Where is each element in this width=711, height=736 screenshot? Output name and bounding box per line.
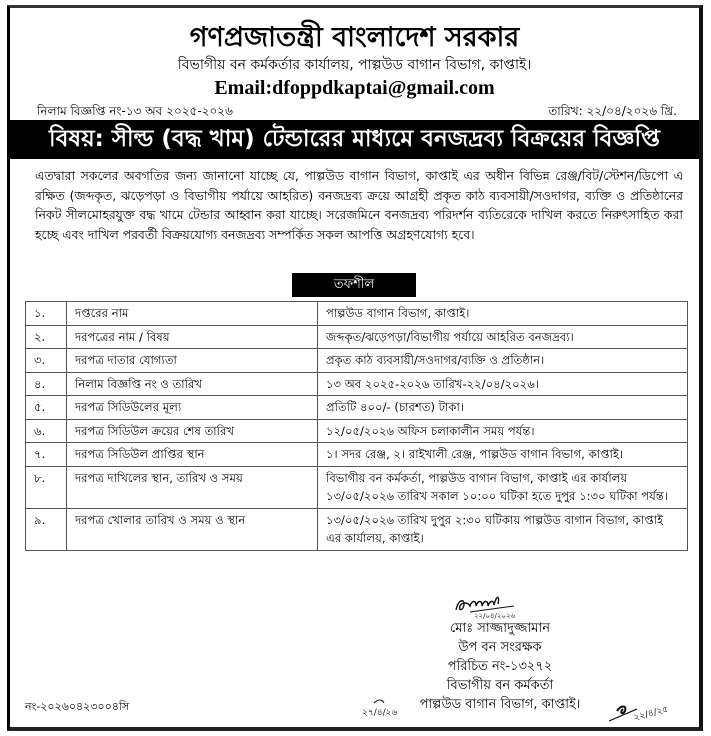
details-row [26,302,688,326]
row-value: ১। সদর রেঞ্জ, ২। রাইখালী রেঞ্জ, পাল্পউড বাগান বিভাগ, কাপ্তাই। [318,443,688,467]
details-table [25,301,688,551]
row-label: নিলাম বিজ্ঞপ্তি নং ও তারিখ [67,372,318,396]
details-heading: তফশীল [292,273,416,297]
initial-left-date: ২৭/৪/২৬ [362,708,398,718]
initial-right-date: ২২/৪/২৫ [632,704,670,724]
details-row [26,443,688,467]
row-value: ১৩ অব ২০২৫-২০২৬ তারিখ-২২/০৪/২০২৬। [318,372,688,396]
details-row [26,466,688,508]
initial-right-handwritten [607,697,671,725]
row-label: দরপত্রের নাম / বিষয় [67,325,318,349]
row-label: দরপত্র দাখিলের স্থান, তারিখ ও সময় [67,466,318,508]
row-label: দরপত্র সিডিউলের মূল্য [67,396,318,420]
signature-date: ২২/০৪/২০২৬ [474,612,516,620]
row-number: ৭. [26,443,67,467]
government-title: গণপ্রজাতন্ত্রী বাংলাদেশ সরকার [189,22,520,53]
row-value: জব্দকৃত/ঝড়েপড়া/বিভাগীয় পর্যায়ে আহরিত বনজদ্রব্য। [318,325,688,349]
row-number: ৮. [26,466,67,508]
row-label: দরপত্র খোলার তারিখ ও সময় ও স্থান [67,508,318,550]
row-number: ৫. [26,396,67,420]
signatory-block [380,575,620,714]
row-value: ১৩/০৫/২০২৬ তারিখ দুপুর ২:৩০ ঘটিকায় পাল্পউড বাগান বিভাগ, কাপ্তাই এর কার্যালয়, কাপ্তাই। [318,508,688,550]
details-row [26,372,688,396]
row-value: প্রকৃত কাঠ ব্যবসায়ী/সওদাগর/ব্যক্তি ও প্রতিষ্ঠান। [318,349,688,373]
signatory-designation: উপ বন সংরক্ষক [458,640,542,655]
office-email: Email:dfoppdkaptai@gmail.com [214,77,495,99]
row-label: দপ্তরের নাম [67,302,318,326]
signatory-id: পরিচিত নং-১৩২৭২ [447,659,553,674]
row-label: দরপত্র সিডিউল প্রাপ্তির স্থান [67,443,318,467]
initial-left-handwritten [360,697,400,721]
row-number: ৯. [26,508,67,550]
notice-date: তারিখ: ২২/০৪/২০২৬ খ্রি. [548,104,677,118]
row-value: বিভাগীয় বন কর্মকর্তা, পাল্পউড বাগান বিভাগ, কাপ্তাই এর কার্যালয় ১৩/০৫/২০২৬ তারিখ সকাল ১০:০০ ঘটিকা হতে দুপুর ১:৩০ ঘটিকা পর্যন্ত। [318,466,688,508]
signatory-name: মোঃ সাজ্জাদুজ্জামান [449,621,551,636]
row-number: ৩. [26,349,67,373]
row-number: ২. [26,325,67,349]
details-row [26,349,688,373]
row-number: ৪. [26,372,67,396]
details-row [26,508,688,550]
notice-paragraph: এতদ্বারা সকলের অবগতির জন্য জানানো যাচ্ছে যে, পাল্পউড বাগান বিভাগ, কাপ্তাই এর অধীন বিভিন্ন রেঞ্জ/বিট/স্টেশন/ডিপো এ রক্ষিত (জব্দকৃত, ঝড়েপড়া ও বিভাগীয় পর্যায়ে আহরিত) বনজদ্রব্য ক্রয়ে আগ্রহী প্রকৃত কাঠ ব্যবসায়ী/সওদাগর, ব্যক্তি ও প্রতিষ্ঠানের নিকট সীলমোহরযুক্ত বদ্ধ খামে টেন্ডার আহ্বান করা যাচ্ছে। সরেজমিনে বনজদ্রব্য পরিদর্শন ব্যতিরেকে দাখিল করতে নিরুৎসাহিত করা হচ্ছে এবং দাখিল পরবর্তী বিক্রয়যোগ্য বনজদ্রব্য সম্পর্কিত সকল আপত্তি অগ্রহণযোগ্য হবে। [35,168,683,242]
row-number: ১. [26,302,67,326]
reference-number: নং-২০২৬০৪২৩০০৪সি [25,700,130,713]
details-row [26,325,688,349]
details-row [26,396,688,420]
row-value: পাল্পউড বাগান বিভাগ, কাপ্তাই। [318,302,688,326]
row-value: ১২/০৫/২০২৬ অফিস চলাকালীন সময় পর্যন্ত। [318,419,688,443]
details-row [26,419,688,443]
row-label: দরপত্র সিডিউল ক্রয়ের শেষ তারিখ [67,419,318,443]
subject-banner: বিষয়: সীল্ড (বদ্ধ খাম) টেন্ডারের মাধ্যমে বনজদ্রব্য বিক্রয়ের বিজ্ঞপ্তি [10,120,699,159]
signatory-role: বিভাগীয় বন কর্মকর্তা [446,678,554,693]
row-label: দরপত্র দাতার যোগ্যতা [67,349,318,373]
office-name: বিভাগীয় বন কর্মকর্তার কার্যালয়, পাল্পউড বাগান বিভাগ, কাপ্তাই। [177,57,532,73]
notice-number: নিলাম বিজ্ঞপ্তি নং-১৩ অব ২০২৫-২০২৬ [37,104,233,118]
row-value: প্রতিটি ৪০০/- (চারশত) টাকা। [318,396,688,420]
row-number: ৬. [26,419,67,443]
signatory-office: পাল্পউড বাগান বিভাগ, কাপ্তাই। [419,697,581,712]
